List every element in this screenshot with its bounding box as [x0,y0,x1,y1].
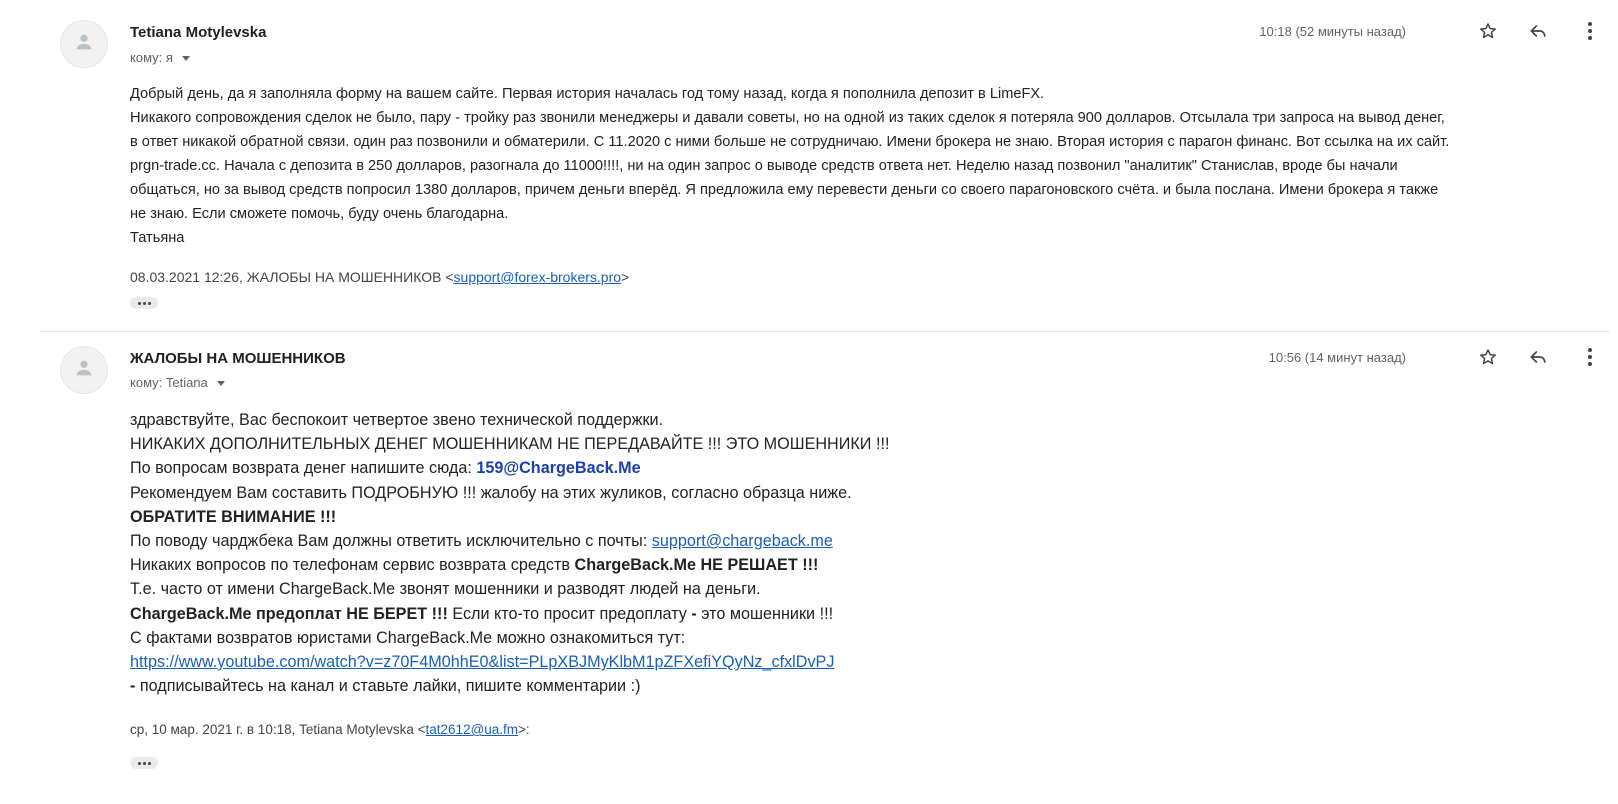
support-email-link[interactable]: support@chargeback.me [651,532,833,551]
body-line [130,456,1330,480]
person-icon [73,357,95,384]
ellipsis-icon [138,762,141,765]
more-vert-icon [1587,21,1593,46]
quote-header [130,722,530,737]
recipient-line[interactable] [130,375,225,390]
show-trimmed-content-button[interactable] [130,757,158,769]
quote-prefix: 08.03.2021 12:26, ЖАЛОБЫ НА МОШЕННИКОВ < [130,269,454,285]
ellipsis-dot [148,762,151,765]
message-timestamp: 10:56 (14 минут назад) [1268,350,1406,365]
quote-email-link[interactable]: support@forex-brokers.pro [453,269,622,285]
quote-prefix: ср, 10 мар. 2021 г. в 10:18, Tetiana Motylevska < [130,722,426,737]
sender-avatar[interactable] [60,20,108,68]
body-line: Никакого сопровождения сделок не было, пару - тройку раз звонили менеджеры и давали советы, но на одной из таких сделок я потеряла 900 долларов. Отсылала три запроса на вывод денег, [130,110,1445,126]
body-text: Никаких вопросов по телефонам сервис возврата средств [130,556,575,575]
body-line: НИКАКИХ ДОПОЛНИТЕЛЬНЫХ ДЕНЕГ МОШЕННИКАМ НЕ ПЕРЕДАВАЙТЕ !!! ЭТО МОШЕННИКИ !!! [130,435,890,454]
sender-name[interactable]: Tetiana Motylevska [130,24,267,41]
reply-icon [1528,347,1548,372]
ellipsis-dot [143,762,146,765]
body-bold-dash: - [130,677,136,696]
chargeback-email[interactable]: 159@ChargeBack.Me [476,459,641,478]
quote-suffix: > [621,269,630,285]
quote-suffix: >: [518,722,530,737]
body-line: Рекомендуем Вам составить ПОДРОБНУЮ !!! жалобу на этих жуликов, согласно образца ниже. [130,483,852,502]
reply-icon [1528,21,1548,46]
recipient-label: кому: Tetiana [130,375,208,390]
body-text: подписывайтесь на канал и ставьте лайки, пишите комментарии :) [135,677,641,696]
person-icon [73,31,95,58]
body-text: По поводу чарджбека Вам должны ответить исключительно с почты: [130,532,652,551]
sender-name[interactable]: ЖАЛОБЫ НА МОШЕННИКОВ [130,350,346,367]
body-bold-dash: - [691,604,697,623]
reply-button[interactable] [1526,347,1550,371]
sender-avatar[interactable] [60,346,108,394]
more-vert-icon [1587,347,1593,372]
message-divider [40,331,1610,332]
body-line: здравствуйте, Вас беспокоит четвертое звено технической поддержки. [130,411,664,429]
body-bold-text: ChargeBack.Me НЕ РЕШАЕТ !!! [574,556,819,575]
body-line [130,650,1330,674]
chevron-down-icon[interactable] [182,56,190,61]
recipient-label: кому: я [130,50,173,65]
more-options-button[interactable] [1578,347,1602,371]
ellipsis-dot [148,302,151,305]
message-body [130,82,1600,250]
body-line: Добрый день, да я заполняла форму на вашем сайте. Первая история началась год тому назад, когда я пополнила депозит в LimeFX. [130,86,1045,102]
body-bold-text: ChargeBack.Me предоплат НЕ БЕРЕТ !!! [130,604,448,623]
body-line: не знаю. Если сможете помочь, буду очень благодарна. [130,206,509,222]
body-line [130,602,1330,626]
quote-email-link[interactable]: tat2612@ua.fm [425,722,519,737]
star-button[interactable] [1476,347,1500,371]
show-trimmed-content-button[interactable] [130,297,158,309]
body-line: в ответ никакой обратной связи. один раз позвонили и обматерили. С 11.2020 с ними больше не сотрудничаю. Имени брокера не знаю. Вторая история с парагон финанс. Вот ссылка на их сайт. [130,134,1450,150]
youtube-link[interactable]: https://www.youtube.com/watch?v=z70F4M0hhE0&list=PLpXBJMyKlbM1pZFXefiYQyNz_cfxlDvPJ [130,653,835,672]
body-line [130,529,1330,553]
star-button[interactable] [1476,21,1500,45]
body-line: prgn-trade.cc. Начала с депозита в 250 долларов, разогнала до 11000!!!!, ни на один запрос о выводе средств ответа нет. Неделю назад позвонил "аналитик" Станислав, вроде бы начали [130,158,1398,174]
body-text: По вопросам возврата денег напишите сюда: [130,459,477,478]
body-line: ОБРАТИТЕ ВНИМАНИЕ !!! [130,507,337,526]
ellipsis-dot [143,302,146,305]
message-1 [0,0,1618,330]
message-2 [0,336,1618,804]
body-line: Т.е. часто от имени ChargeBack.Me звонят мошенники и разводят людей на деньги. [130,580,761,599]
body-line: С фактами возвратов юристами ChargeBack.Me можно ознакомиться тут: [130,628,686,647]
star-icon [1478,21,1498,46]
recipient-line[interactable] [130,50,190,65]
body-text: это мошенники !!! [696,604,834,623]
message-timestamp: 10:18 (52 минуты назад) [1259,24,1406,39]
chevron-down-icon[interactable] [217,381,225,386]
ellipsis-icon [138,302,141,305]
quote-header [130,269,629,285]
reply-button[interactable] [1526,21,1550,45]
star-icon [1478,347,1498,372]
message-body [130,408,1330,698]
body-line: общаться, но за вывод средств попросил 1380 долларов, причем деньги вперёд. Я предложила ему перевести деньги со своего парагоновского счёта. и была послана. Имени брокера я также [130,182,1439,198]
signature: Татьяна [130,230,185,246]
more-options-button[interactable] [1578,21,1602,45]
body-text: Если кто-то просит предоплату [447,604,692,623]
body-line [130,674,1330,698]
body-line [130,553,1330,577]
